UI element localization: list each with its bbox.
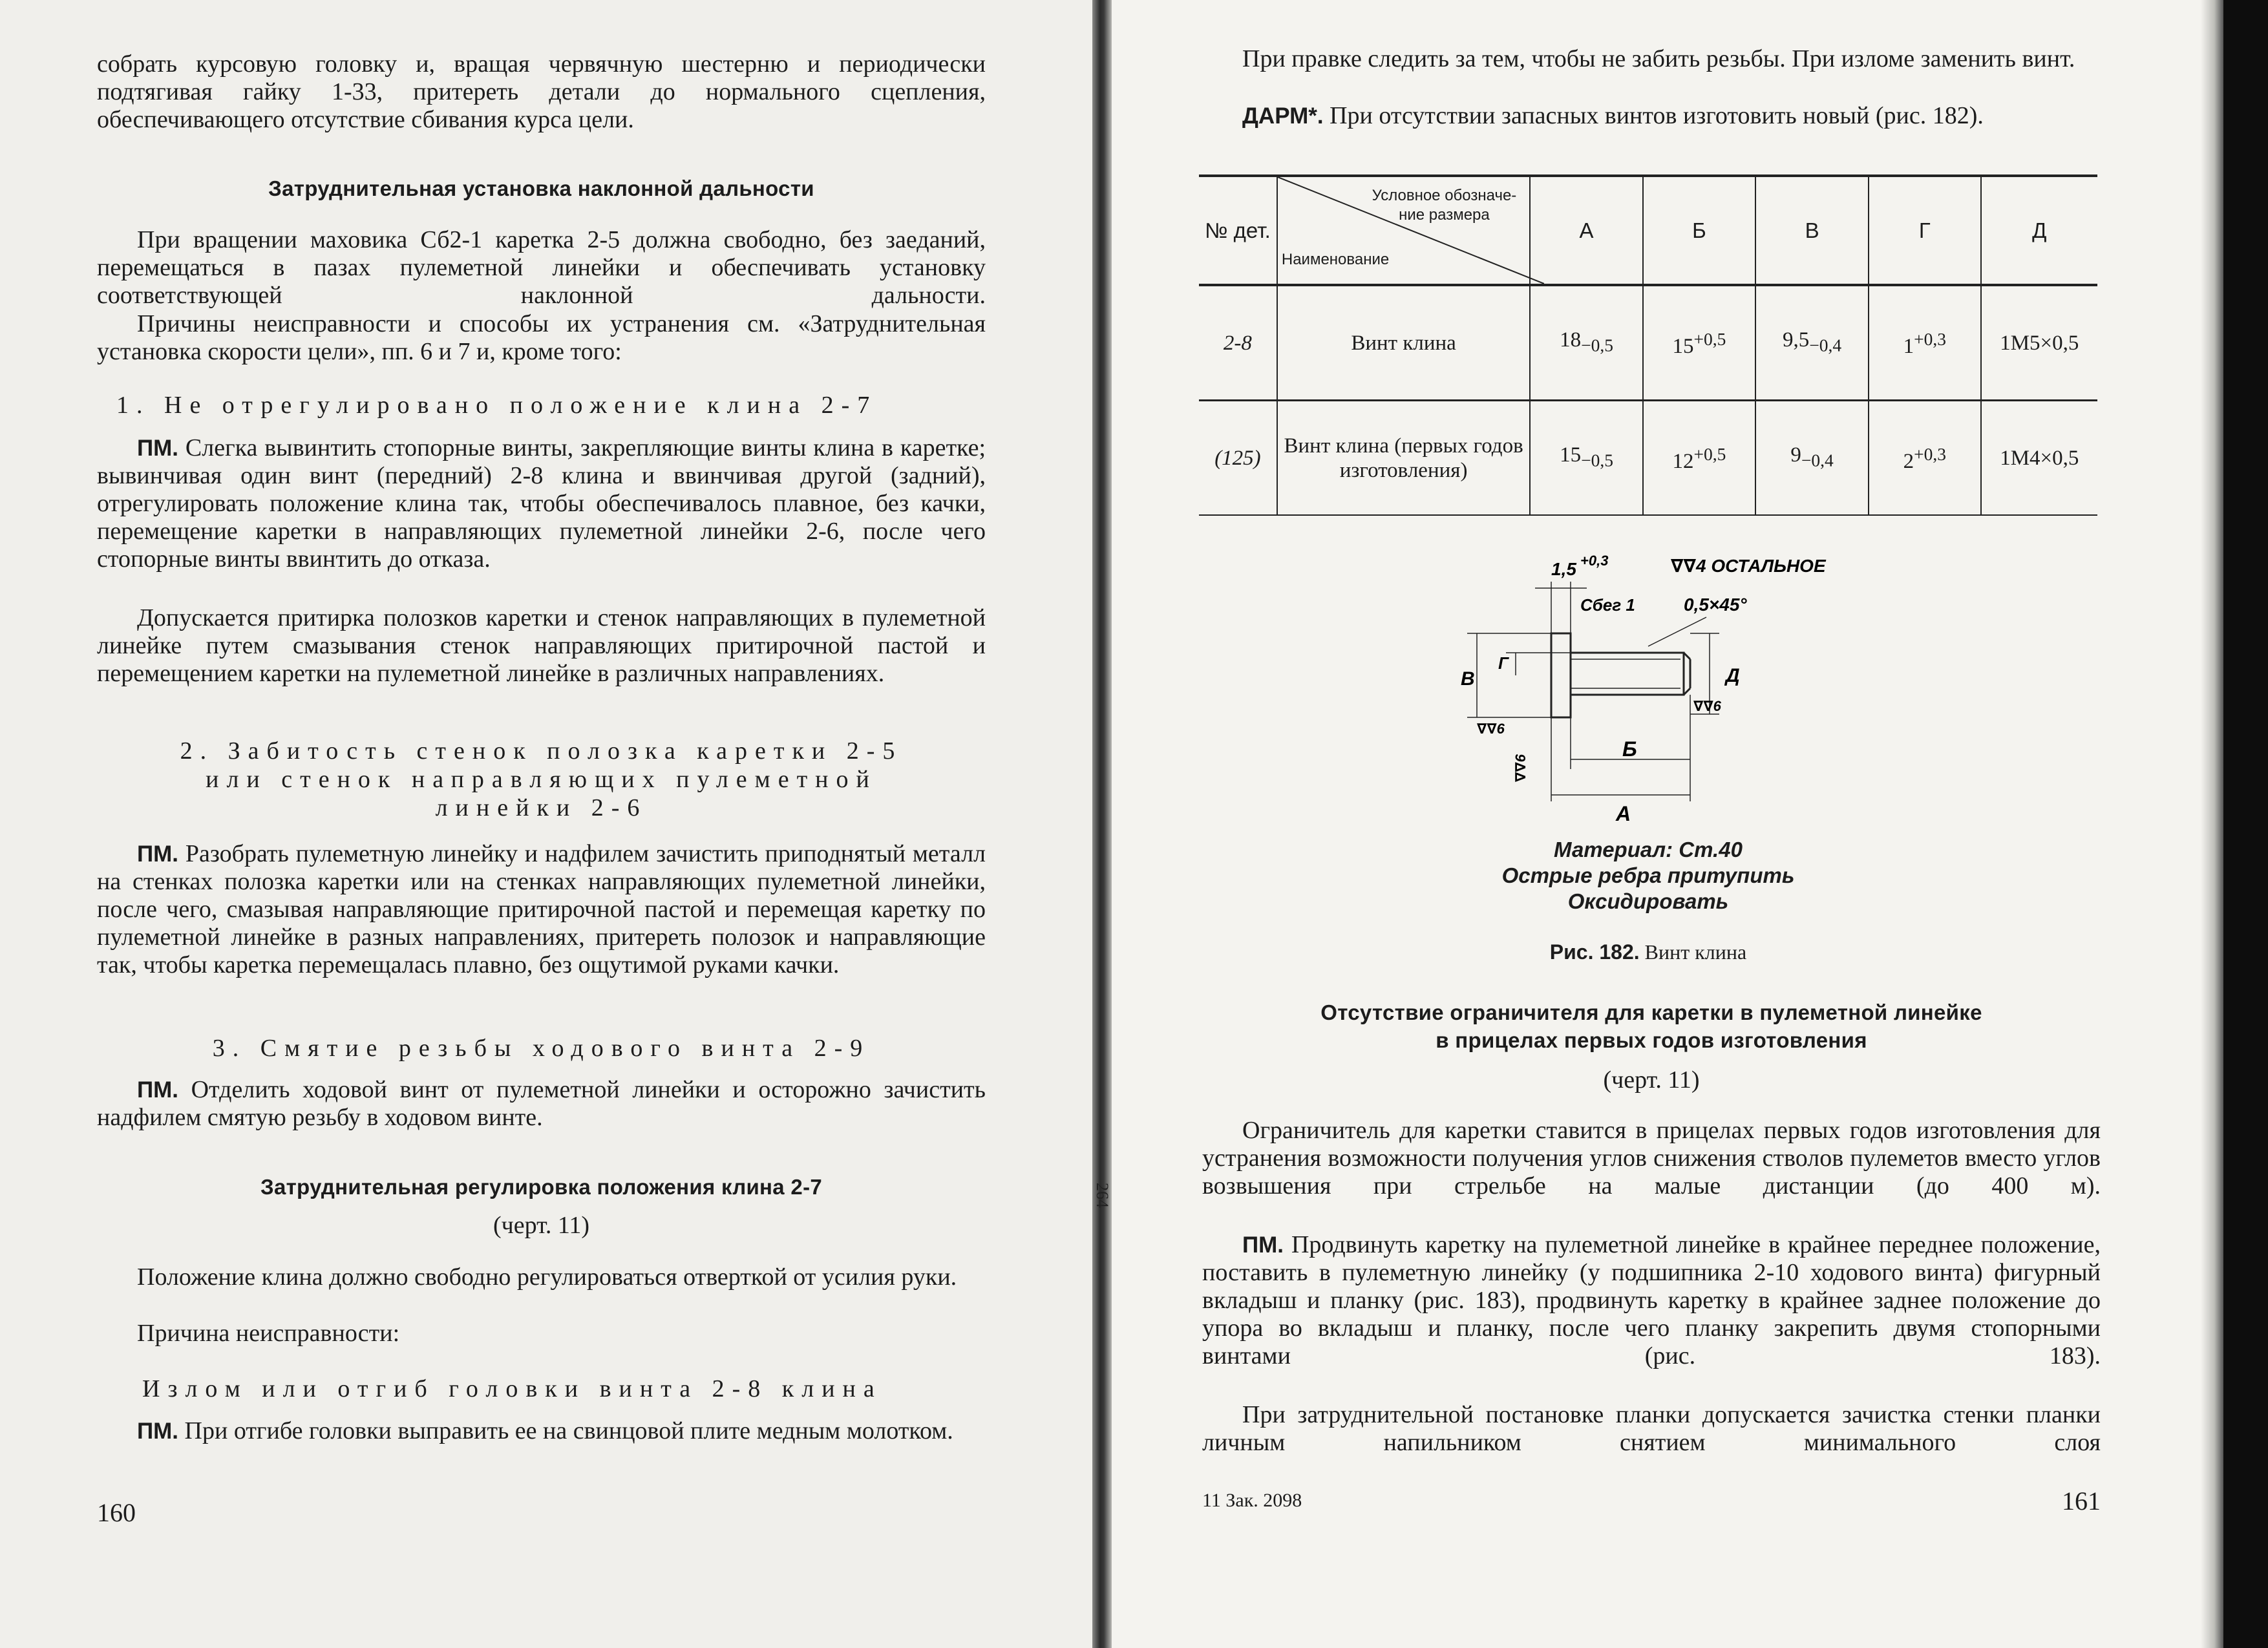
material-line: Оксидировать bbox=[1567, 889, 1729, 913]
material-note bbox=[1454, 837, 1842, 914]
figure-caption bbox=[1454, 940, 1842, 964]
item-4-remedy bbox=[97, 1417, 986, 1445]
header-part-number: № дет. bbox=[1205, 218, 1271, 242]
header-diagonal-cell bbox=[1277, 176, 1530, 285]
finish-6: ∇∇6 bbox=[1512, 754, 1529, 782]
heading-wedge-adjustment: Затруднительная регулировка положения клина 2-7 bbox=[260, 1175, 823, 1199]
heading-limiter-line2: в прицелах первых годов изготовления bbox=[1436, 1028, 1867, 1052]
cell-a: $15_{-0,5}$ bbox=[1530, 401, 1642, 516]
page-number-left: 160 bbox=[97, 1498, 136, 1527]
item-2-title-line3: линейки 2-6 bbox=[435, 794, 648, 821]
dim-top: 1,5 bbox=[1551, 559, 1576, 579]
paragraph-darm bbox=[1202, 102, 2101, 130]
item-2-remedy-text: Разобрать пулеметную линейку и надфилем зачистить приподнятый металл на стенках полозка каретки или на стенках направляющих пулеметной линейки, после чего, смазывая направляющие притирочной пастой и перемещая каретку по пулеметной линейке в разных направлениях, притереть полозок и направляющие так, чтобы каретка перемещалась плавно, без ощутимой руками качки. bbox=[97, 840, 986, 978]
label-v: В bbox=[1461, 668, 1475, 690]
item-4-remedy-text: При отгибе головки выправить ее на свинцовой плите медным молотком. bbox=[184, 1417, 953, 1444]
pm-label: ПМ. bbox=[137, 436, 179, 461]
cell-no: (125) bbox=[1214, 446, 1261, 470]
pm-label: ПМ. bbox=[137, 841, 179, 867]
finish-rest: ∇∇4 ОСТАЛЬНОЕ bbox=[1671, 556, 1826, 576]
gutter-mark: 264 bbox=[1093, 1183, 1112, 1208]
header-col-d: Д bbox=[1981, 176, 2097, 285]
diag-top-line1: Условное обозначе- bbox=[1372, 187, 1517, 204]
paragraph-carriage: При вращении маховика Сб2-1 каретка 2-5 должна свободно, без заеданий, перемещаться в пазах пулеметной линейки и обеспечивать установку соответствующей наклонной дальности. bbox=[97, 226, 986, 309]
paragraph-causes: Причины неисправности и способы их устранения см. «Затруднительная установка скорости цели», пп. 6 и 7 и, кроме того: bbox=[97, 310, 986, 365]
item-1-remedy-text: Слегка вывинтить стопорные винты, закрепляющие винты клина в каретке; вывинчивая один винт (передний) 2-8 клина и ввинчивая другой (задний), отрегулировать положение клина так, чтобы обеспечивалось плавное, без качки, перемещение каретки в направляющих пулеметной линейки 2-6, после чего стопорные винты ввинтить до отказа. bbox=[97, 434, 986, 573]
cell-v: $9,5_{-0,4}$ bbox=[1755, 285, 1869, 401]
label-d: Д bbox=[1726, 665, 1740, 686]
screw-outline bbox=[1551, 633, 1690, 717]
left-page bbox=[0, 0, 1092, 1648]
intro-paragraph: собрать курсовую головку и, вращая червячную шестерню и периодически подтягивая гайку 1-33, притереть детали до нормального сцепления, обеспечивающего отсутствие сбивания курса цели. bbox=[97, 50, 986, 133]
item-2-remedy bbox=[97, 840, 986, 979]
footer-signature: 11 Зак. 2098 bbox=[1202, 1490, 1302, 1511]
header-col-g: Г bbox=[1869, 176, 1981, 285]
item-3-title: 3. Смятие резьбы ходового винта 2-9 bbox=[212, 1035, 871, 1062]
cell-d: 1М4×0,5 bbox=[1981, 401, 2097, 516]
cell-no: 2-8 bbox=[1223, 331, 1252, 355]
page-number-right: 161 bbox=[2062, 1486, 2101, 1516]
table-row bbox=[1199, 401, 2097, 516]
heading-limiter-line1: Отсутствие ограничителя для каретки в пулеметной линейке bbox=[1320, 1000, 1982, 1024]
figure-title: Винт клина bbox=[1644, 940, 1747, 964]
dimensions-table bbox=[1199, 174, 2097, 516]
item-3-remedy-text: Отделить ходовой винт от пулеметной линейки и осторожно зачистить надфилем смятую резьбу в ходовом винте. bbox=[97, 1076, 986, 1131]
heading-limiter-sub: (черт. 11) bbox=[1603, 1066, 1700, 1093]
heading-inclined-range: Затруднительная установка наклонной дальности bbox=[268, 176, 814, 200]
table-row bbox=[1199, 285, 2097, 401]
material-line: Острые ребра притупить bbox=[1501, 863, 1795, 887]
diag-top-line2: ние размера bbox=[1399, 206, 1490, 224]
finish-6: ∇∇6 bbox=[1477, 721, 1505, 737]
paragraph-planking: При затруднительной постановке планки допускается зачистка стенки планки личным напильником снятием минимального слоя bbox=[1202, 1401, 2101, 1456]
label-a: А bbox=[1616, 802, 1631, 821]
pm-label: ПМ. bbox=[1242, 1232, 1284, 1258]
cell-g: $2^{+0,3}$ bbox=[1869, 401, 1981, 516]
item-1-extra: Допускается притирка полозков каретки и стенок направляющих в пулеметной линейке путем смазывания стенок направляющих притирочной пастой и перемещением каретки на пулеметной линейке в различных направлениях. bbox=[97, 604, 986, 687]
heading-wedge-sub: (черт. 11) bbox=[493, 1212, 590, 1239]
header-col-v: В bbox=[1755, 176, 1869, 285]
dimension-lines bbox=[1467, 582, 1719, 801]
book-gutter bbox=[1092, 0, 1112, 1648]
item-2-title-line2: или стенок направляющих пулеметной bbox=[206, 766, 877, 793]
cell-d: 1М5×0,5 bbox=[1981, 285, 2097, 401]
paragraph-limiter bbox=[1202, 1117, 2101, 1200]
paragraph-cause: Причина неисправности: bbox=[137, 1320, 400, 1347]
cell-name: Винт клина bbox=[1277, 285, 1530, 401]
diag-bottom: Наименование bbox=[1281, 251, 1390, 268]
item-3-remedy bbox=[97, 1076, 986, 1132]
cell-b: $12^{+0,5}$ bbox=[1643, 401, 1755, 516]
chamfer-label: 0,5×45° bbox=[1684, 595, 1747, 615]
darm-label: ДАРМ*. bbox=[1242, 103, 1324, 129]
item-4-title: Излом или отгиб головки винта 2-8 клина bbox=[142, 1375, 882, 1402]
darm-text: При отсутствии запасных винтов изготовить новый (рис. 182). bbox=[1330, 102, 1984, 129]
pm-label: ПМ. bbox=[137, 1077, 179, 1103]
paragraph-limiter-text: Ограничитель для каретки ставится в прицелах первых годов изготовления для устранения возможности получения углов снижения стволов пулеметов вместо углов возвышения при стрельбе на малые дистанции (до 400 м). bbox=[1202, 1117, 2101, 1199]
page-edge bbox=[2201, 0, 2223, 1648]
label-g: Г bbox=[1498, 653, 1509, 673]
item-2-title-line1: 2. Забитость стенок полозка каретки 2-5 bbox=[180, 737, 903, 765]
background-edge bbox=[2223, 0, 2268, 1648]
diag-top bbox=[1372, 186, 1517, 225]
cell-a: $18_{-0,5}$ bbox=[1530, 285, 1642, 401]
figure-label: Рис. 182. bbox=[1549, 940, 1640, 964]
table-header-row bbox=[1199, 176, 2097, 285]
item-1-remedy bbox=[97, 434, 986, 573]
paragraph-straightening: При правке следить за тем, чтобы не забить резьбы. При изломе заменить винт. bbox=[1242, 45, 2075, 72]
dim-top-tol: +0,3 bbox=[1580, 553, 1609, 569]
cell-v: $9_{-0,4}$ bbox=[1755, 401, 1869, 516]
screw-drawing bbox=[1422, 536, 1874, 821]
cell-g: $1^{+0,3}$ bbox=[1869, 285, 1981, 401]
cell-name: Винт клина (первых годов изготовления) bbox=[1277, 401, 1530, 516]
material-line: Материал: Ст.40 bbox=[1554, 838, 1743, 861]
pm-label: ПМ. bbox=[137, 1419, 179, 1444]
header-col-a: А bbox=[1530, 176, 1642, 285]
runout-label: Сбег 1 bbox=[1580, 595, 1635, 615]
limiter-remedy bbox=[1202, 1231, 2101, 1370]
label-b: Б bbox=[1622, 737, 1637, 761]
finish-6: ∇∇6 bbox=[1693, 698, 1721, 714]
limiter-remedy-text: Продвинуть каретку на пулеметной линейке в крайнее переднее положение, поставить в пулеметную линейку (у подшипника 2-10 ходового винта) фигурный вкладыш и планку (рис. 183), продвинуть каретку в крайнее заднее положение до упора во вкладыш и планку, после чего планку закрепить двумя стопорными винтами (рис. 183). bbox=[1202, 1231, 2101, 1369]
paragraph-wedge: Положение клина должно свободно регулироваться отверткой от усилия руки. bbox=[137, 1263, 957, 1291]
header-col-b: Б bbox=[1643, 176, 1755, 285]
cell-b: $15^{+0,5}$ bbox=[1643, 285, 1755, 401]
item-1-title: 1. Не отрегулировано положение клина 2-7 bbox=[116, 392, 878, 419]
